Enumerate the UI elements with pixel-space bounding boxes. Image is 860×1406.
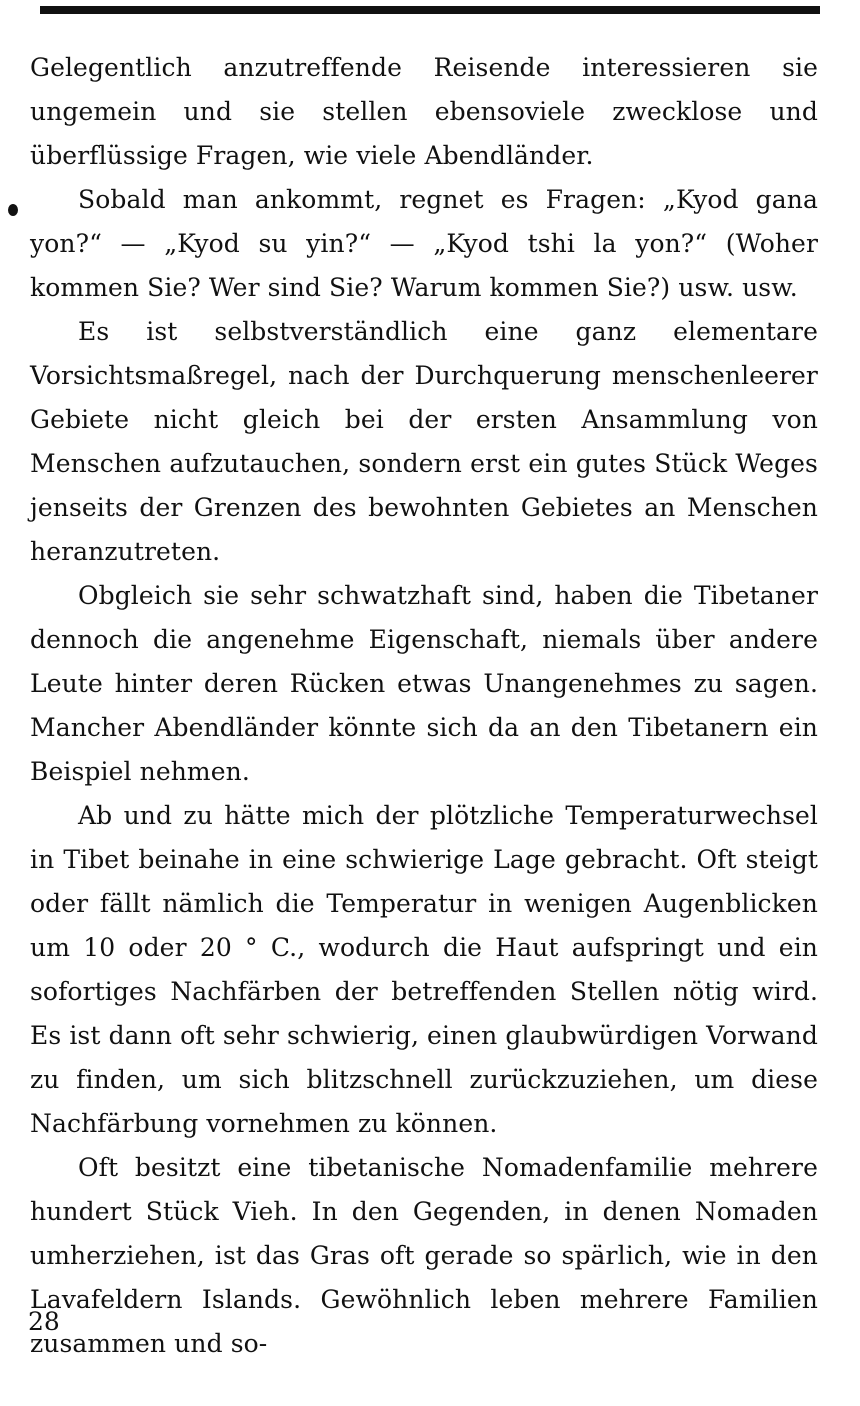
page-number: 28 [28,1307,60,1336]
paragraph-2: Sobald man ankommt, regnet es Fragen: „Kyod gana yon?“ — „Kyod su yin?“ — „Kyod tshi la yon?“ (Woher kommen Sie? Wer sind Sie? Warum kommen Sie?) usw. usw. [30,185,818,302]
paragraph-5: Ab und zu hätte mich der plötzliche Temperaturwechsel in Tibet beinahe in eine schwierige Lage gebracht. Oft steigt oder fällt nämlich die Temperatur in wenigen Augenblicken um 10 oder 20 ° C., wodurch die Haut aufspringt und ein sofortiges Nachfärben der betreffenden Stellen nötig wird. Es ist dann oft sehr schwierig, einen glaubwürdigen Vorwand zu finden, um sich blitzschnell zurückzuziehen, um diese Nachfärbung vornehmen zu können. [30,801,818,1138]
page-body [30,46,818,1366]
paragraph-6: Oft besitzt eine tibetanische Nomadenfamilie mehrere hundert Stück Vieh. In den Gegenden, in denen Nomaden umherziehen, ist das Gras oft gerade so spärlich, wie in den Lavafeldern Islands. Gewöhnlich leben mehrere Familien zusammen und so- [30,1153,818,1358]
paragraph-4: Obgleich sie sehr schwatzhaft sind, haben die Tibetaner dennoch die angenehme Eigenschaft, niemals über andere Leute hinter deren Rücken etwas Unangenehmes zu sagen. Mancher Abendländer könnte sich da an den Tibetanern ein Beispiel nehmen. [30,581,818,786]
ink-mark [8,204,18,216]
paragraph-3: Es ist selbstverständlich eine ganz elementare Vorsichtsmaßregel, nach der Durchquerung menschenleerer Gebiete nicht gleich bei der ersten Ansammlung von Menschen aufzutauchen, sondern erst ein gutes Stück Weges jenseits der Grenzen des bewohnten Gebietes an Menschen heranzutreten. [30,317,818,566]
top-rule [40,6,820,14]
paragraph-1: Gelegentlich anzutreffende Reisende interessieren sie ungemein und sie stellen ebensoviele zwecklose und überflüssige Fragen, wie viele Abendländer. [30,53,818,170]
